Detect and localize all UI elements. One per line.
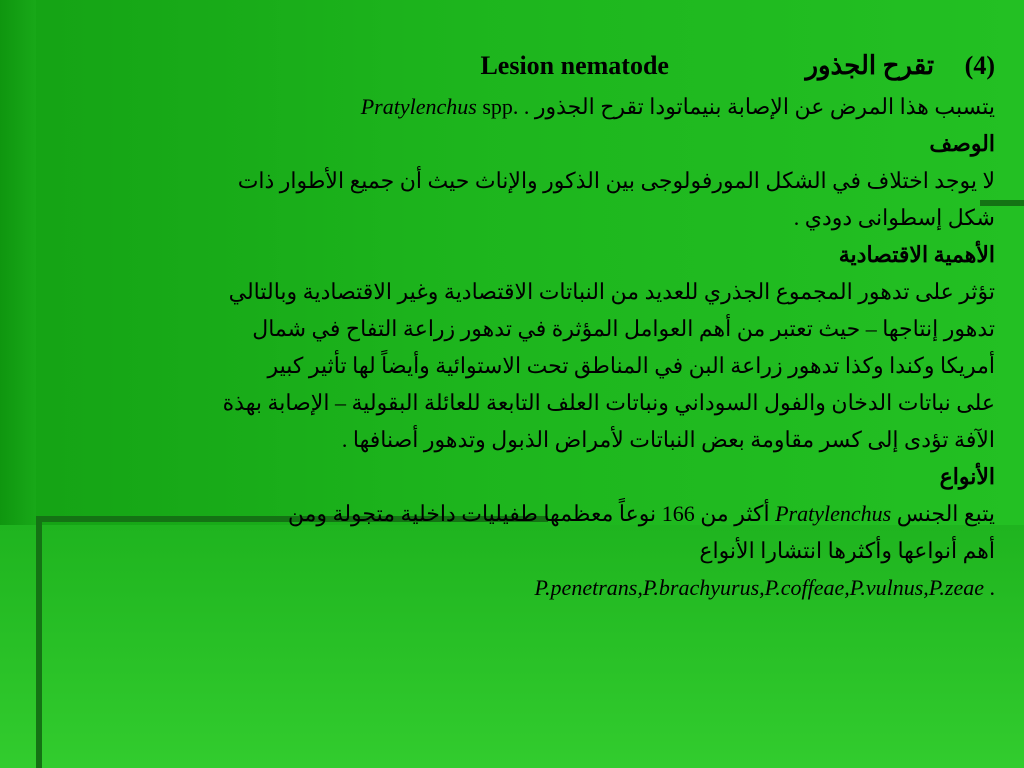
economic-line: الآفة تؤدى إلى كسر مقاومة بعض النباتات لأمراض الذبول وتدهور أصنافها . — [341, 427, 995, 452]
economic-line: أمريكا وكندا وكذا تدهور زراعة البن في المناطق تحت الاستوائية وأيضاً لها تأثير كبير — [267, 353, 995, 378]
types-prefix: يتبع الجنس — [896, 501, 995, 526]
cause-genus: Pratylenchus — [360, 94, 477, 119]
cause-latin — [361, 94, 519, 119]
slide-number: (4) — [964, 51, 995, 80]
types-heading: الأنواع — [939, 464, 995, 489]
economic-line: على نباتات الدخان والفول السوداني ونباتات العلف التابعة للعائلة البقولية – الإصابة بهذة — [222, 390, 995, 415]
cause-line — [20, 88, 995, 125]
species-end: . — [989, 575, 995, 600]
species-list: P.penetrans,P.brachyurus,P.coffeae,P.vulnus,P.zeae — [534, 575, 984, 600]
economic-line: تؤثر على تدهور المجموع الجذري للعديد من النباتات الاقتصادية وغير الاقتصادية وبالتالي — [228, 279, 995, 304]
slide-title — [20, 44, 995, 88]
types-line — [20, 495, 995, 532]
slide-body — [20, 44, 995, 606]
description-line: شكل إسطوانى دودي . — [793, 205, 995, 230]
cause-spp: spp. — [482, 94, 519, 119]
types-genus: Pratylenchus — [775, 501, 892, 526]
types-line: أهم أنواعها وأكثرها انتشارا الأنواع — [699, 538, 995, 563]
title-english: Lesion nematode — [480, 51, 669, 80]
description-heading: الوصف — [929, 131, 995, 156]
species-row — [534, 575, 995, 600]
cause-arabic: يتسبب هذا المرض عن الإصابة بنيماتودا تقرح الجذور . — [523, 94, 995, 119]
title-arabic: تقرح الجذور — [805, 51, 935, 80]
economic-importance-heading: الأهمية الاقتصادية — [838, 242, 995, 267]
description-line: لا يوجد اختلاف في الشكل المورفولوجى بين الذكور والإناث حيث أن جميع الأطوار ذات — [237, 168, 995, 193]
species-line — [20, 569, 995, 606]
economic-line: تدهور إنتاجها – حيث تعتبر من أهم العوامل المؤثرة في تدهور زراعة التفاح في شمال — [252, 316, 995, 341]
types-suffix: أكثر من 166 نوعاً معظمها طفيليات داخلية متجولة ومن — [287, 501, 770, 526]
